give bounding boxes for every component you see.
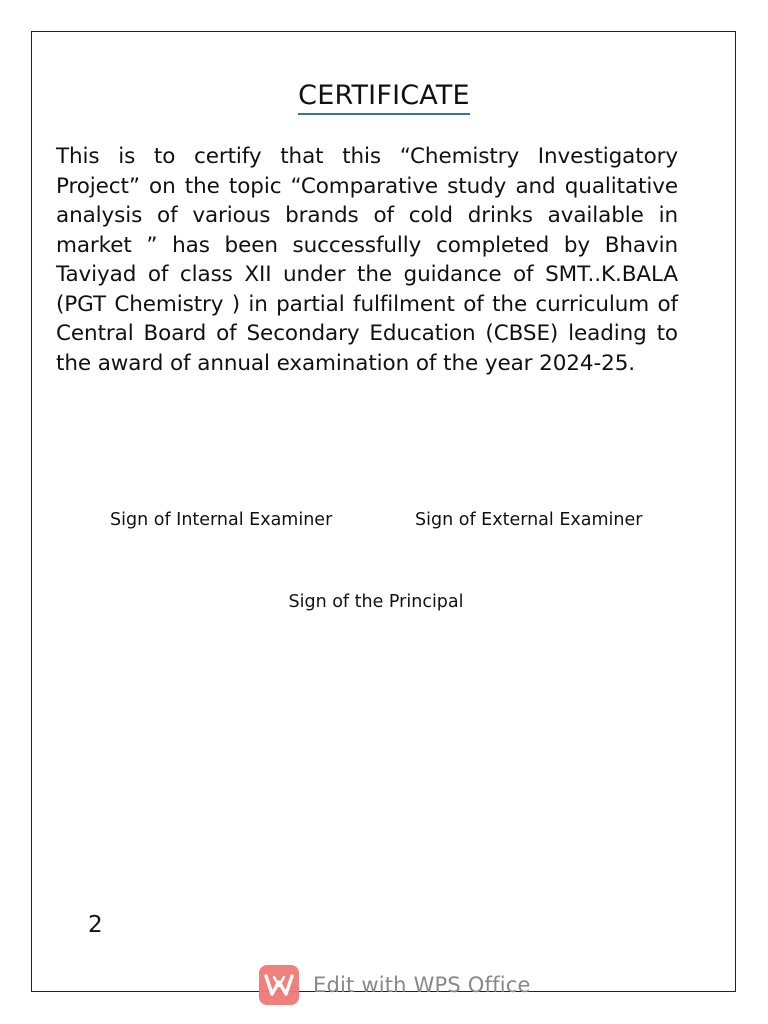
page-number: 2 xyxy=(88,912,103,938)
principal-signature-label: Sign of the Principal xyxy=(288,592,464,612)
certificate-body: This is to certify that this “Chemistry Investigatory Project” on the topic “Comparative study and qualitative analysis of various brands of cold drinks available in market ” has been successfully completed by Bhavin Taviyad of class XII under the guidance of SMT..K.BALA (PGT Chemistry ) in partial fulfilment of the curriculum of Central Board of Secondary Education (CBSE) leading to the award of annual examination of the year 2024-25. xyxy=(56,144,678,376)
wps-edit-label[interactable]: Edit with WPS Office xyxy=(313,973,531,997)
certificate-title: CERTIFICATE xyxy=(298,80,470,115)
wps-office-logo-icon xyxy=(259,965,299,1005)
external-examiner-signature-label: Sign of External Examiner xyxy=(415,510,643,530)
wps-edit-banner[interactable] xyxy=(259,964,531,1006)
certificate-title-wrap xyxy=(0,80,768,115)
internal-examiner-signature-label: Sign of Internal Examiner xyxy=(110,510,333,530)
